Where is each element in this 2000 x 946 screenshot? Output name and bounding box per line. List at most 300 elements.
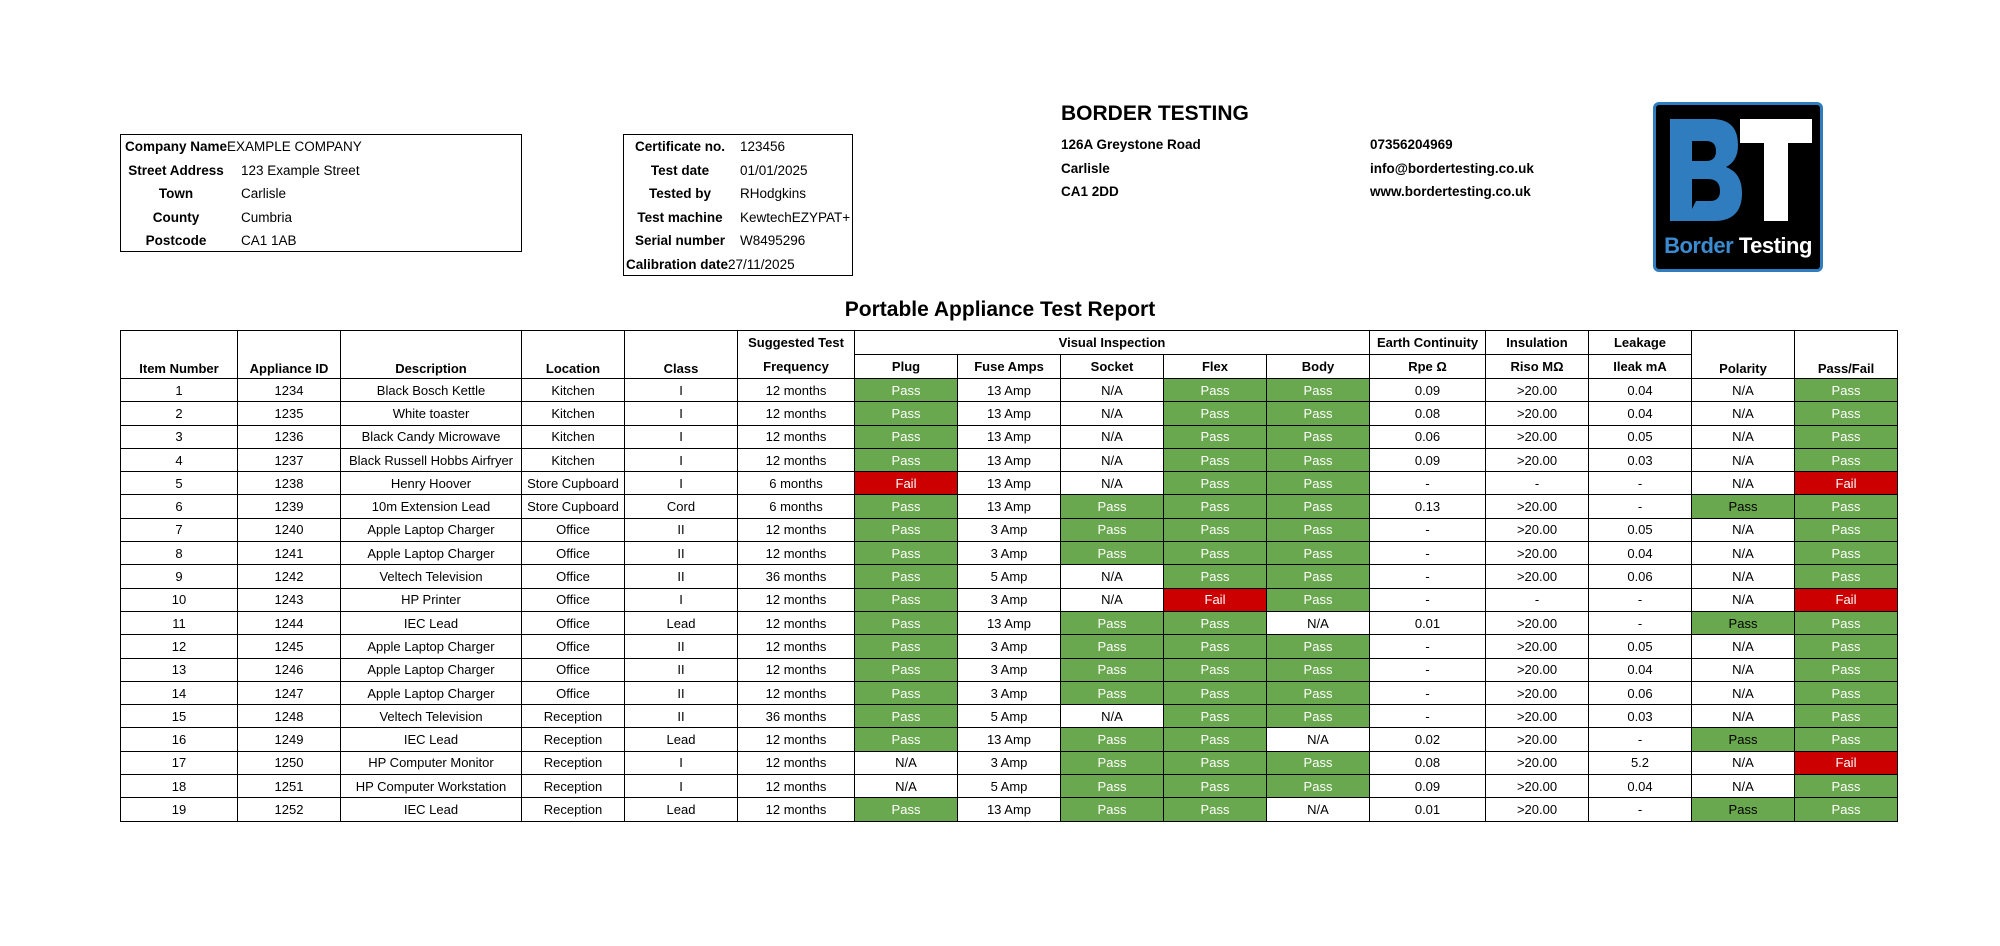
business-name: BORDER TESTING [1061,102,1249,125]
cell-riso: >20.00 [1486,542,1589,565]
cell-location: Reception [522,798,625,821]
cell-class: II [625,635,738,658]
table-row [121,472,1898,495]
col-appliance-id: Appliance ID [238,331,341,379]
cell-fuse-amps: 5 Amp [958,705,1061,728]
certificate-field-row [624,135,852,159]
cell-fuse-amps: 13 Amp [958,379,1061,402]
col-socket: Socket [1061,355,1164,379]
cell-rpe: - [1370,472,1486,495]
cell-riso: >20.00 [1486,751,1589,774]
table-row [121,775,1898,798]
cell-riso: >20.00 [1486,402,1589,425]
col-fuse-amps: Fuse Amps [958,355,1061,379]
cell-polarity: Pass [1692,495,1795,518]
certificate-field-label: Tested by [648,186,711,202]
table-row [121,448,1898,471]
cell-appliance-id: 1241 [238,542,341,565]
certificate-field-label: Calibration date [626,256,729,272]
cell-flex: Pass [1164,495,1267,518]
cell-ileak: 0.05 [1589,518,1692,541]
cell-class: Lead [625,728,738,751]
cell-ileak: 0.05 [1589,635,1692,658]
cell-riso: >20.00 [1486,658,1589,681]
col-description: Description [341,331,522,379]
cell-body: Pass [1267,472,1370,495]
cell-description: IEC Lead [341,728,522,751]
certificate-field-row [624,159,852,183]
cell-frequency: 12 months [738,681,855,704]
cell-flex: Pass [1164,635,1267,658]
cell-frequency: 12 months [738,611,855,634]
cell-socket: Pass [1061,635,1164,658]
cell-location: Office [522,565,625,588]
cell-polarity: N/A [1692,472,1795,495]
cell-flex: Pass [1164,402,1267,425]
company-info-box [120,134,522,252]
cell-rpe: - [1370,542,1486,565]
cell-pass-fail: Pass [1795,542,1898,565]
cell-riso: >20.00 [1486,379,1589,402]
logo-wordmark [1656,233,1820,259]
cell-socket: Pass [1061,775,1164,798]
cell-fuse-amps: 13 Amp [958,472,1061,495]
cell-flex: Pass [1164,448,1267,471]
cell-pass-fail: Pass [1795,798,1898,821]
cell-rpe: - [1370,705,1486,728]
cell-plug: N/A [855,775,958,798]
cell-socket: N/A [1061,472,1164,495]
cell-plug: Pass [855,542,958,565]
certificate-field-label: Certificate no. [634,139,726,155]
cell-ileak: 0.06 [1589,681,1692,704]
cell-pass-fail: Pass [1795,681,1898,704]
cell-description: Apple Laptop Charger [341,518,522,541]
cell-item-number: 8 [121,542,238,565]
col-frequency: Frequency [738,355,855,379]
cell-riso: >20.00 [1486,705,1589,728]
cell-ileak: 0.03 [1589,448,1692,471]
cell-riso: >20.00 [1486,495,1589,518]
col-suggested-test: Suggested Test [738,331,855,355]
cell-ileak: - [1589,495,1692,518]
cell-class: I [625,448,738,471]
cell-flex: Pass [1164,472,1267,495]
cell-flex: Pass [1164,565,1267,588]
cell-location: Office [522,635,625,658]
cell-plug: Pass [855,798,958,821]
cell-class: I [625,402,738,425]
cell-location: Store Cupboard [522,495,625,518]
cell-item-number: 19 [121,798,238,821]
cell-class: II [625,681,738,704]
table-row [121,798,1898,821]
cell-description: Black Candy Microwave [341,425,522,448]
cell-item-number: 15 [121,705,238,728]
cell-fuse-amps: 3 Amp [958,751,1061,774]
table-row [121,588,1898,611]
logo-word-border: Border [1664,233,1734,258]
cell-description: Apple Laptop Charger [341,658,522,681]
cell-flex: Pass [1164,705,1267,728]
cell-ileak: 0.03 [1589,705,1692,728]
table-row [121,728,1898,751]
cell-body: Pass [1267,705,1370,728]
cell-appliance-id: 1235 [238,402,341,425]
table-row [121,635,1898,658]
cell-class: I [625,425,738,448]
cell-class: II [625,542,738,565]
cell-item-number: 11 [121,611,238,634]
cell-item-number: 3 [121,425,238,448]
cell-flex: Pass [1164,728,1267,751]
cell-appliance-id: 1248 [238,705,341,728]
cell-socket: N/A [1061,448,1164,471]
cell-appliance-id: 1243 [238,588,341,611]
table-row [121,611,1898,634]
report-title: Portable Appliance Test Report [844,298,1156,321]
cell-description: HP Computer Monitor [341,751,522,774]
company-field-value: EXAMPLE COMPANY [227,139,362,155]
cell-polarity: N/A [1692,402,1795,425]
certificate-field-label: Test machine [637,209,723,225]
cell-socket: Pass [1061,681,1164,704]
cell-riso: - [1486,588,1589,611]
cell-item-number: 12 [121,635,238,658]
cell-body: Pass [1267,448,1370,471]
cell-polarity: Pass [1692,728,1795,751]
company-field-label: County [152,209,200,225]
cell-polarity: N/A [1692,448,1795,471]
cell-description: Apple Laptop Charger [341,542,522,565]
cell-class: I [625,472,738,495]
cell-flex: Pass [1164,681,1267,704]
col-body: Body [1267,355,1370,379]
cell-frequency: 12 months [738,542,855,565]
contact-email: info@bordertesting.co.uk [1370,160,1534,176]
cell-ileak: - [1589,728,1692,751]
cell-plug: Pass [855,379,958,402]
cell-body: Pass [1267,775,1370,798]
results-table [120,330,1898,822]
cell-frequency: 12 months [738,658,855,681]
cell-flex: Fail [1164,588,1267,611]
cell-plug: Pass [855,495,958,518]
cell-flex: Pass [1164,751,1267,774]
company-field-row [121,135,521,159]
cell-ileak: - [1589,588,1692,611]
cell-location: Office [522,611,625,634]
cell-plug: Pass [855,448,958,471]
cell-ileak: 0.04 [1589,775,1692,798]
cell-frequency: 12 months [738,448,855,471]
certificate-field-value: 01/01/2025 [740,162,808,178]
cell-class: I [625,588,738,611]
col-flex: Flex [1164,355,1267,379]
cell-rpe: 0.08 [1370,751,1486,774]
cell-appliance-id: 1238 [238,472,341,495]
group-leakage: Leakage [1589,331,1692,355]
table-row [121,705,1898,728]
cell-ileak: 0.04 [1589,542,1692,565]
cell-rpe: - [1370,658,1486,681]
cell-frequency: 12 months [738,751,855,774]
cell-frequency: 6 months [738,495,855,518]
col-location: Location [522,331,625,379]
cell-class: I [625,775,738,798]
company-field-value: CA1 1AB [241,233,297,249]
cell-class: Lead [625,611,738,634]
cell-polarity: Pass [1692,798,1795,821]
cell-body: Pass [1267,658,1370,681]
cell-rpe: - [1370,681,1486,704]
cell-riso: >20.00 [1486,611,1589,634]
cell-fuse-amps: 13 Amp [958,448,1061,471]
cell-plug: Pass [855,425,958,448]
cell-riso: >20.00 [1486,635,1589,658]
cell-appliance-id: 1249 [238,728,341,751]
certificate-field-row [624,253,852,277]
cell-fuse-amps: 3 Amp [958,588,1061,611]
address-line-3: CA1 2DD [1061,184,1119,199]
col-item-number: Item Number [121,331,238,379]
table-row [121,518,1898,541]
cell-plug: Pass [855,635,958,658]
certificate-field-value: W8495296 [740,233,806,249]
cell-appliance-id: 1236 [238,425,341,448]
cell-socket: Pass [1061,611,1164,634]
cell-description: HP Printer [341,588,522,611]
cell-polarity: N/A [1692,542,1795,565]
cell-location: Kitchen [522,379,625,402]
cell-ileak: 5.2 [1589,751,1692,774]
cell-polarity: N/A [1692,775,1795,798]
cell-body: Pass [1267,542,1370,565]
cell-riso: - [1486,472,1589,495]
results-body [121,379,1898,822]
cell-appliance-id: 1237 [238,448,341,471]
cell-rpe: 0.01 [1370,611,1486,634]
certificate-field-row [624,182,852,206]
cell-polarity: N/A [1692,565,1795,588]
cell-item-number: 7 [121,518,238,541]
cell-frequency: 36 months [738,565,855,588]
cell-socket: Pass [1061,658,1164,681]
table-row [121,542,1898,565]
cell-socket: Pass [1061,798,1164,821]
cell-body: N/A [1267,798,1370,821]
company-field-row [121,159,521,183]
cell-description: HP Computer Workstation [341,775,522,798]
cell-plug: Pass [855,565,958,588]
cell-polarity: N/A [1692,379,1795,402]
cell-riso: >20.00 [1486,798,1589,821]
cell-pass-fail: Pass [1795,705,1898,728]
cell-frequency: 12 months [738,518,855,541]
cell-ileak: - [1589,611,1692,634]
table-row [121,751,1898,774]
cell-frequency: 12 months [738,425,855,448]
table-row [121,379,1898,402]
cell-polarity: N/A [1692,681,1795,704]
cell-body: Pass [1267,565,1370,588]
cell-location: Office [522,542,625,565]
cell-fuse-amps: 3 Amp [958,658,1061,681]
cell-body: Pass [1267,518,1370,541]
cell-rpe: - [1370,565,1486,588]
col-ileak: Ileak mA [1589,355,1692,379]
cell-pass-fail: Pass [1795,611,1898,634]
table-row [121,681,1898,704]
certificate-field-label: Serial number [634,233,726,249]
cell-ileak: 0.04 [1589,658,1692,681]
cell-fuse-amps: 13 Amp [958,798,1061,821]
cell-rpe: 0.09 [1370,379,1486,402]
cell-location: Kitchen [522,402,625,425]
cell-class: I [625,751,738,774]
cell-socket: N/A [1061,705,1164,728]
cell-ileak: - [1589,798,1692,821]
company-field-label: Town [158,186,194,202]
cell-description: Black Bosch Kettle [341,379,522,402]
cell-pass-fail: Pass [1795,379,1898,402]
cell-location: Reception [522,775,625,798]
cell-polarity: N/A [1692,635,1795,658]
cell-pass-fail: Pass [1795,448,1898,471]
cell-frequency: 12 months [738,728,855,751]
cell-frequency: 12 months [738,379,855,402]
group-visual-inspection: Visual Inspection [855,331,1370,355]
cell-location: Reception [522,705,625,728]
cell-polarity: N/A [1692,588,1795,611]
business-address [1061,133,1201,204]
cell-rpe: 0.13 [1370,495,1486,518]
cell-socket: Pass [1061,518,1164,541]
company-field-label: Street Address [128,162,224,178]
col-riso: Riso MΩ [1486,355,1589,379]
cell-pass-fail: Pass [1795,728,1898,751]
cell-polarity: Pass [1692,611,1795,634]
cell-ileak: - [1589,472,1692,495]
cell-body: Pass [1267,495,1370,518]
cell-rpe: 0.01 [1370,798,1486,821]
contact-website: www.bordertesting.co.uk [1370,184,1531,199]
cell-pass-fail: Pass [1795,658,1898,681]
cell-description: Henry Hoover [341,472,522,495]
cell-description: IEC Lead [341,798,522,821]
cell-description: Apple Laptop Charger [341,635,522,658]
cell-appliance-id: 1244 [238,611,341,634]
certificate-field-row [624,229,852,253]
cell-item-number: 4 [121,448,238,471]
cell-pass-fail: Pass [1795,635,1898,658]
cell-socket: N/A [1061,588,1164,611]
cell-body: Pass [1267,402,1370,425]
cell-body: Pass [1267,635,1370,658]
cell-item-number: 2 [121,402,238,425]
cell-riso: >20.00 [1486,775,1589,798]
cell-location: Office [522,588,625,611]
cell-item-number: 5 [121,472,238,495]
cell-rpe: - [1370,518,1486,541]
cell-pass-fail: Pass [1795,495,1898,518]
address-line-2: Carlisle [1061,160,1110,176]
cell-description: White toaster [341,402,522,425]
cell-description: IEC Lead [341,611,522,634]
contact-phone: 07356204969 [1370,137,1453,152]
cell-plug: Pass [855,681,958,704]
cell-rpe: 0.09 [1370,775,1486,798]
cell-pass-fail: Fail [1795,751,1898,774]
table-row [121,495,1898,518]
company-field-label: Company Name [125,139,228,155]
cell-description: Veltech Television [341,565,522,588]
cell-plug: Pass [855,728,958,751]
certificate-field-value: 123456 [740,139,786,155]
certificate-info-box [623,134,853,276]
cell-item-number: 10 [121,588,238,611]
cell-flex: Pass [1164,775,1267,798]
cell-location: Kitchen [522,448,625,471]
cell-body: Pass [1267,681,1370,704]
cell-riso: >20.00 [1486,518,1589,541]
cell-frequency: 12 months [738,775,855,798]
cell-frequency: 12 months [738,588,855,611]
cell-class: I [625,379,738,402]
cell-item-number: 16 [121,728,238,751]
certificate-field-value: KewtechEZYPAT+ [740,209,851,225]
cell-description: Veltech Television [341,705,522,728]
cell-body: Pass [1267,425,1370,448]
certificate-field-value: RHodgkins [740,186,807,202]
cell-riso: >20.00 [1486,565,1589,588]
cell-item-number: 13 [121,658,238,681]
cell-body: N/A [1267,728,1370,751]
cell-location: Reception [522,728,625,751]
cell-appliance-id: 1242 [238,565,341,588]
cell-plug: Pass [855,705,958,728]
cell-appliance-id: 1246 [238,658,341,681]
cell-pass-fail: Pass [1795,775,1898,798]
business-contact [1370,133,1534,204]
cell-flex: Pass [1164,425,1267,448]
cell-class: Lead [625,798,738,821]
cell-class: II [625,565,738,588]
logo-word-testing: Testing [1738,233,1812,258]
cell-pass-fail: Pass [1795,565,1898,588]
group-earth-continuity: Earth Continuity [1370,331,1486,355]
certificate-field-label: Test date [650,162,710,178]
cell-ileak: 0.04 [1589,402,1692,425]
cell-socket: Pass [1061,751,1164,774]
cell-rpe: 0.02 [1370,728,1486,751]
cell-location: Office [522,658,625,681]
cell-fuse-amps: 5 Amp [958,565,1061,588]
cell-polarity: N/A [1692,751,1795,774]
table-row [121,425,1898,448]
cell-fuse-amps: 13 Amp [958,495,1061,518]
cell-socket: N/A [1061,379,1164,402]
company-field-value: 123 Example Street [241,162,360,178]
company-field-row [121,182,521,206]
col-plug: Plug [855,355,958,379]
cell-body: Pass [1267,379,1370,402]
cell-fuse-amps: 3 Amp [958,542,1061,565]
cell-polarity: N/A [1692,705,1795,728]
cell-plug: Pass [855,658,958,681]
cell-appliance-id: 1252 [238,798,341,821]
cell-appliance-id: 1239 [238,495,341,518]
